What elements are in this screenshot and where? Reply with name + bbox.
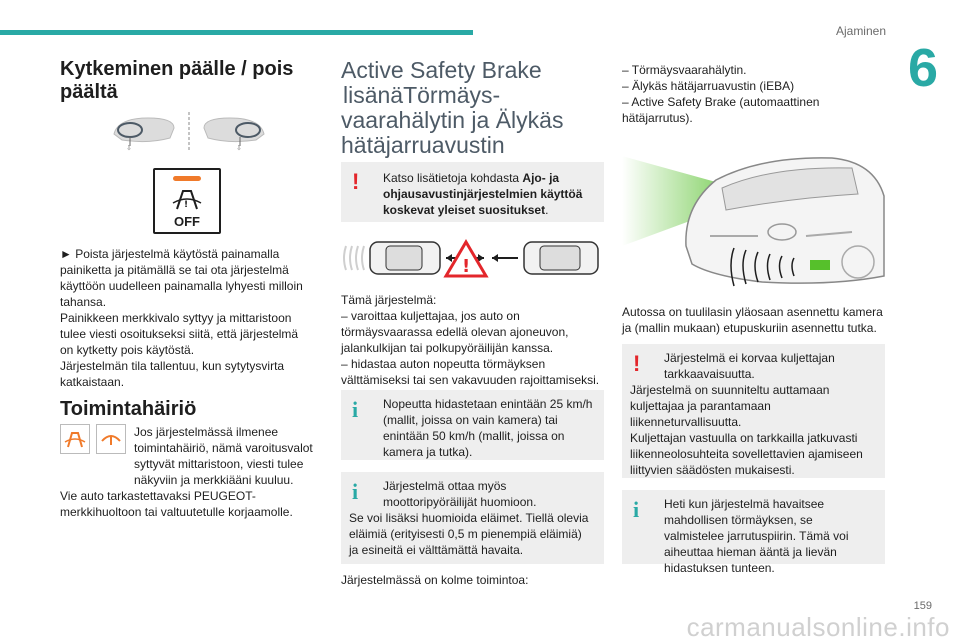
warning-text-bold: Ajo- ja ohjausavustinjärjestelmien käyttöä koskevat yleiset suositukset — [383, 171, 583, 217]
collision-off-button-icon — [169, 185, 205, 213]
paragraph: Autossa on tuulilasin yläosaan asennettu kamera ja (mallin mukaan) etupuskuriin asennettu tutka. — [622, 305, 883, 335]
heading-line: vaarahälytin ja Älykäs — [341, 107, 564, 133]
functions-list — [622, 62, 886, 126]
watermark: carmanualsonline.info — [686, 612, 950, 642]
info-text: Järjestelmä ottaa myös moottoripyöräilijät huomioon. — [383, 479, 537, 509]
svg-text:!: ! — [462, 256, 471, 277]
heading-line: hätäjarruavustin — [341, 132, 505, 158]
button-off-label: OFF — [174, 214, 200, 229]
svg-text:!: ! — [184, 200, 189, 210]
warning-icon: ! — [633, 351, 641, 376]
paragraph: Tämä järjestelmä: — [341, 293, 437, 307]
info-box — [622, 490, 885, 575]
warning-icon: ! — [352, 169, 360, 194]
info-text: Se voi lisäksi huomioida eläimet. Tiellä olevia eläimiä (erityisesti 0,5 m pienempiä eläimiä) ja esineitä ei välttämättä havaita. — [349, 511, 589, 557]
section-heading-fault: Toimintahäiriö — [60, 398, 197, 420]
steering-wheel-illustration — [108, 110, 270, 152]
warning-text-prefix: Katso lisätietoja kohdasta — [383, 171, 523, 185]
warning-text-suffix: . — [545, 203, 549, 217]
paragraph: Vie auto tarkastettavaksi PEUGEOT-merkkihuoltoon tai valtuutetulle korjaamolle. — [60, 489, 293, 519]
radar-sensor — [810, 260, 830, 270]
paragraph: Jos järjestelmässä ilmenee toimintahäiriö, nämä varoitusvalot syttyvät mittaristoon, viesti tulee näkyviin ja merkkiääni kuuluu. — [134, 425, 313, 487]
chapter-number: 6 — [907, 38, 939, 98]
page-number: 159 — [913, 600, 932, 612]
list-item: – Törmäysvaarahälytin. — [622, 63, 747, 77]
heading-line: lisänäTörmäys- — [343, 82, 501, 108]
system-description — [341, 292, 606, 388]
fault-text-top — [134, 424, 314, 488]
info-box — [341, 472, 604, 564]
chapter-bar — [0, 30, 473, 35]
info-box — [341, 390, 604, 460]
indicator-light — [173, 176, 201, 181]
warning-light — [60, 424, 90, 454]
svg-text:⇩: ⇩ — [126, 144, 132, 152]
warning-box — [341, 162, 604, 222]
warning-text — [349, 170, 594, 218]
collision-off-button — [153, 168, 221, 234]
paragraph: Järjestelmän tila tallentuu, kun sytytysvirta katkaistaan. — [60, 359, 285, 389]
svg-text:⇩: ⇩ — [236, 144, 242, 152]
warning-light — [96, 424, 126, 454]
list-item: – Älykäs hätäjarruavustin (iEBA) — [622, 79, 795, 93]
info-icon: i — [633, 497, 640, 522]
fault-text-bottom — [60, 488, 310, 520]
steering-wheel-icon — [97, 425, 125, 453]
warning-text: Järjestelmä on suunniteltu auttamaan kuljettajaa ja parantamaan liikenneturvallisuutta. — [630, 383, 830, 429]
sensor-description — [622, 304, 888, 336]
warning-box — [622, 344, 885, 478]
car-sensor-illustration — [622, 136, 886, 292]
paragraph: ► Poista järjestelmä käytöstä painamalla painiketta ja pitämällä se tai ota järjestelmä käyttöön uudelleen painamalla lyhyesti milloin tahansa. — [60, 247, 303, 309]
section-heading-switch: Kytkeminen päälle / pois päältä — [60, 58, 294, 103]
collision-illustration — [342, 236, 604, 280]
info-text: Heti kun järjestelmä havaitsee mahdollisen törmäyksen, se valmistelee jarrutuspiirin. Tämä voi aiheuttaa hieman ääntä ja lievän hidastuksen tunteen. — [664, 497, 849, 575]
steering-wheel-icon — [204, 118, 264, 152]
list-item: – Active Safety Brake (automaattinen hätäjarrutus). — [622, 95, 820, 125]
paragraph: Painikkeen merkkivalo syttyy ja mittaristoon tulee viesti osoitukseksi siitä, että järjestelmä on kytketty pois käytöstä. — [60, 311, 299, 357]
section-heading-asb — [341, 58, 591, 158]
paragraph: Järjestelmässä on kolme toimintoa: — [341, 573, 529, 587]
info-text: Nopeutta hidastetaan enintään 25 km/h (mallit, joissa on vain kamera) tai enintään 50 km/h (mallit, joissa on kamera ja tutka). — [383, 397, 593, 459]
info-icon: i — [352, 397, 359, 422]
functions-intro — [341, 572, 604, 588]
list-item: – hidastaa auton nopeutta törmäyksen välttämiseksi tai sen vakavuuden rajoittamiseksi. — [341, 357, 600, 387]
warning-text: Järjestelmä ei korvaa kuljettajan tarkkaavaisuutta. — [664, 351, 835, 381]
warning-text: Kuljettajan vastuulla on tarkkailla jatkuvasti liikenneolosuhteita sovellettavien ajamiseen liittyvien säädösten mukaisesti. — [630, 431, 863, 477]
fault-warning-lights — [60, 424, 128, 454]
warning-triangle-icon — [61, 425, 89, 453]
heading-line: Active Safety Brake — [341, 57, 542, 83]
chapter-title: Ajaminen — [835, 24, 886, 38]
info-icon: i — [352, 479, 359, 504]
list-item: – varoittaa kuljettajaa, jos auto on törmäysvaarassa edellä olevan ajoneuvon, jalankulkijan tai polkupyöräilijän kanssa. — [341, 309, 569, 355]
steering-wheel-icon — [114, 118, 174, 152]
switch-text — [60, 246, 306, 390]
